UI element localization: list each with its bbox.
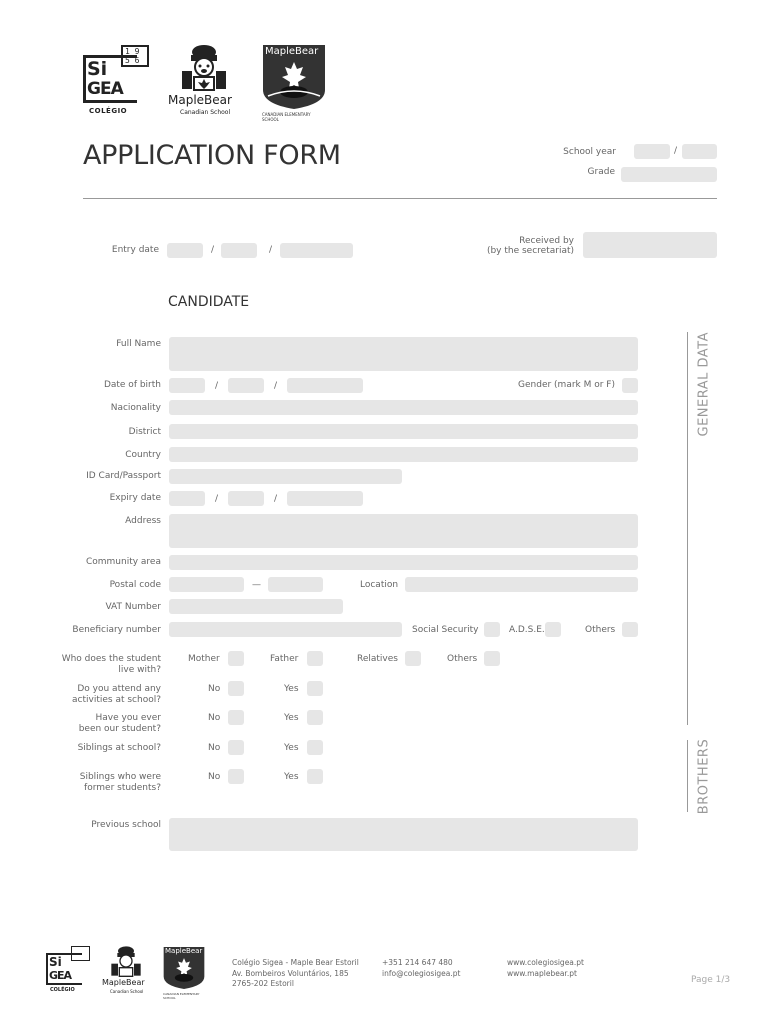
- page-number: Page 1/3: [691, 975, 731, 985]
- footer-sigea-logo: Si GEA COLÉGIO: [46, 946, 90, 994]
- expiry-month-field[interactable]: [228, 491, 264, 506]
- siblings-former-label: Siblings who were former students?: [79, 772, 161, 793]
- address-label: Address: [125, 516, 161, 526]
- date-of-birth-label: Date of birth: [103, 380, 161, 390]
- others-insurance-label: Others: [585, 625, 616, 635]
- activities-yes-label: Yes: [284, 684, 299, 694]
- footer-maplebear-logo: MapleBear Canadian School: [101, 945, 153, 995]
- country-label: Country: [125, 450, 161, 460]
- birth-sep-2: /: [274, 381, 278, 391]
- siblings-former-yes-checkbox[interactable]: [307, 769, 323, 784]
- district-field[interactable]: [169, 424, 638, 439]
- postal-code-main-field[interactable]: [169, 577, 244, 592]
- footer-email[interactable]: info@colegiosigea.pt: [382, 968, 461, 978]
- entry-month-field[interactable]: [221, 243, 257, 258]
- social-security-checkbox[interactable]: [484, 622, 500, 637]
- received-by-field[interactable]: [583, 232, 717, 258]
- school-year-start-field[interactable]: [634, 144, 670, 159]
- former-yes-checkbox[interactable]: [307, 710, 323, 725]
- general-data-side-rule: [687, 332, 688, 725]
- gender-label: Gender (mark M or F): [518, 380, 615, 390]
- address-field[interactable]: [169, 514, 638, 548]
- birth-sep-1: /: [215, 381, 219, 391]
- footer-web-sigea[interactable]: www.colegiosigea.pt: [507, 958, 584, 967]
- nationality-label: Nacionality: [110, 403, 161, 413]
- siblings-former-no-checkbox[interactable]: [228, 769, 244, 784]
- expiry-year-field[interactable]: [287, 491, 363, 506]
- siblings-former-no-label: No: [208, 772, 221, 782]
- school-year-separator: /: [674, 146, 678, 156]
- footer-websites: [507, 958, 584, 979]
- previous-school-label: Previous school: [91, 820, 161, 830]
- siblings-no-checkbox[interactable]: [228, 740, 244, 755]
- lives-with-label: Who does the student live with?: [61, 654, 161, 675]
- mother-checkbox[interactable]: [228, 651, 244, 666]
- id-card-field[interactable]: [169, 469, 402, 484]
- father-checkbox[interactable]: [307, 651, 323, 666]
- grade-field[interactable]: [621, 167, 717, 182]
- mother-label: Mother: [188, 654, 220, 664]
- beneficiary-number-label: Beneficiary number: [72, 625, 161, 635]
- footer-address: Colégio Sigea - Maple Bear Estoril Av. Bombeiros Voluntários, 185 2765-202 Estoril: [232, 958, 359, 988]
- entry-day-field[interactable]: [167, 243, 203, 258]
- social-security-label: Social Security: [412, 625, 479, 635]
- activities-no-label: No: [208, 684, 221, 694]
- activities-yes-checkbox[interactable]: [307, 681, 323, 696]
- location-label: Location: [360, 580, 399, 590]
- expiry-day-field[interactable]: [169, 491, 205, 506]
- vat-number-field[interactable]: [169, 599, 343, 614]
- others-insurance-checkbox[interactable]: [622, 622, 638, 637]
- nationality-field[interactable]: [169, 400, 638, 415]
- adse-checkbox[interactable]: [545, 622, 561, 637]
- bear-mascot-icon: [179, 43, 229, 91]
- entry-year-field[interactable]: [280, 243, 353, 258]
- id-card-label: ID Card/Passport: [86, 471, 161, 481]
- siblings-former-yes-label: Yes: [284, 772, 299, 782]
- postal-code-label: Postal code: [109, 580, 161, 590]
- siblings-label: Siblings at school?: [77, 743, 161, 753]
- former-no-label: No: [208, 713, 221, 723]
- header-divider: [83, 198, 717, 199]
- previous-school-field[interactable]: [169, 818, 638, 851]
- entry-sep-1: /: [211, 245, 215, 255]
- entry-date-label: Entry date: [111, 245, 159, 255]
- received-by-label: Received by (by the secretariat): [486, 236, 574, 256]
- full-name-label: Full Name: [116, 339, 161, 349]
- country-field[interactable]: [169, 447, 638, 462]
- footer-contact: [382, 958, 460, 979]
- school-year-end-field[interactable]: [682, 144, 717, 159]
- others-lives-checkbox[interactable]: [484, 651, 500, 666]
- maplebear-badge-logo: MapleBear CANADIAN ELEMENTARY SCHOOL: [262, 44, 328, 120]
- sigea-logo: 1 9 5 6 Si GEA COLÉGIO: [83, 45, 149, 117]
- birth-month-field[interactable]: [228, 378, 264, 393]
- grade-label: Grade: [587, 167, 615, 177]
- maplebear-logo: MapleBear Canadian School: [166, 43, 244, 119]
- location-field[interactable]: [405, 577, 638, 592]
- footer-web-maplebear[interactable]: www.maplebear.pt: [507, 968, 577, 978]
- former-yes-label: Yes: [284, 713, 299, 723]
- general-data-side-label: GENERAL DATA: [696, 332, 712, 437]
- community-area-field[interactable]: [169, 555, 638, 570]
- expiry-sep-1: /: [215, 494, 219, 504]
- activities-label: Do you attend any activities at school?: [72, 684, 161, 705]
- activities-no-checkbox[interactable]: [228, 681, 244, 696]
- birth-year-field[interactable]: [287, 378, 363, 393]
- entry-sep-2: /: [269, 245, 273, 255]
- page-title: APPLICATION FORM: [83, 140, 341, 171]
- father-label: Father: [270, 654, 299, 664]
- footer-phone[interactable]: +351 214 647 480: [382, 958, 453, 967]
- vat-number-label: VAT Number: [105, 602, 161, 612]
- relatives-label: Relatives: [357, 654, 398, 664]
- former-student-label: Have you ever been our student?: [78, 713, 161, 734]
- siblings-no-label: No: [208, 743, 221, 753]
- community-area-label: Community area: [85, 557, 161, 567]
- siblings-yes-label: Yes: [284, 743, 299, 753]
- brothers-side-rule: [687, 740, 688, 812]
- footer-badge-logo: MapleBear CANADIAN ELEMENTARY SCHOOL: [163, 946, 207, 996]
- beneficiary-number-field[interactable]: [169, 622, 402, 637]
- former-no-checkbox[interactable]: [228, 710, 244, 725]
- expiry-sep-2: /: [274, 494, 278, 504]
- full-name-field[interactable]: [169, 337, 638, 371]
- candidate-section-title: CANDIDATE: [168, 294, 250, 310]
- footer-bear-mascot-icon: [109, 945, 143, 977]
- expiry-date-label: Expiry date: [109, 493, 161, 503]
- siblings-yes-checkbox[interactable]: [307, 740, 323, 755]
- school-year-label: School year: [563, 147, 616, 157]
- district-label: District: [128, 427, 161, 437]
- relatives-checkbox[interactable]: [405, 651, 421, 666]
- birth-day-field[interactable]: [169, 378, 205, 393]
- others-lives-label: Others: [447, 654, 478, 664]
- adse-label: A.D.S.E.: [509, 625, 545, 635]
- postal-code-suffix-field[interactable]: [268, 577, 323, 592]
- gender-field[interactable]: [622, 378, 638, 393]
- brothers-side-label: BROTHERS: [696, 738, 712, 815]
- postal-code-dash: —: [252, 580, 261, 590]
